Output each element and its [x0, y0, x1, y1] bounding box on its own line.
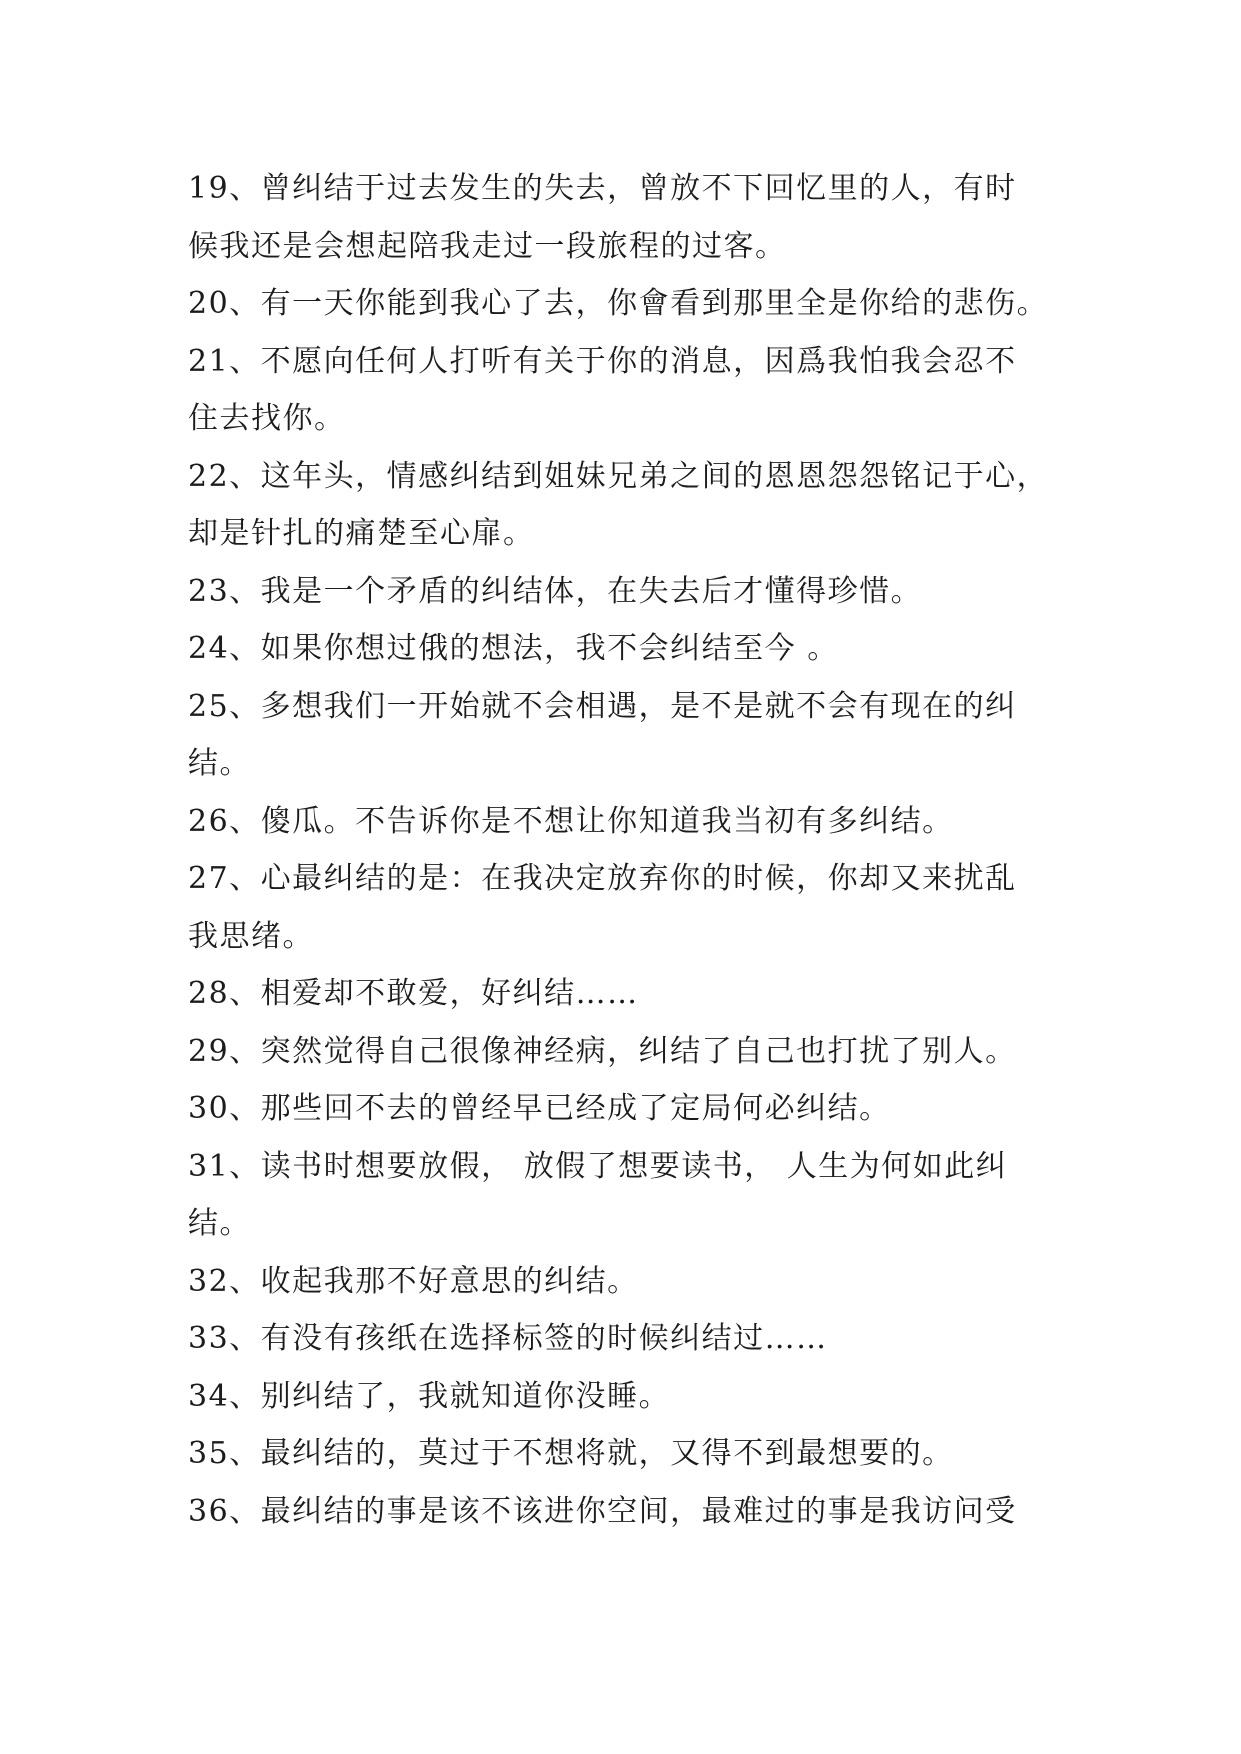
- text-line: 33、有没有孩纸在选择标签的时候纠结过……: [188, 1321, 828, 1356]
- text-line: 36、最纠结的事是该不该进你空间，最难过的事是我访问受: [188, 1493, 1017, 1529]
- text-line: 32、收起我那不好意思的纠结。: [188, 1263, 639, 1299]
- text-line: 住去找你。: [188, 401, 346, 436]
- list-item-25: [188, 678, 1068, 793]
- text-line: 27、心最纠结的是：在我决定放弃你的时候，你却又来扰乱: [188, 861, 1017, 896]
- list-item-28: [188, 965, 1068, 1023]
- text-line: 34、别纠结了，我就知道你没睡。: [188, 1378, 671, 1414]
- text-line: 20、有一天你能到我心了去，你會看到那里全是你给的悲伤。: [188, 286, 1049, 321]
- text-line: 22、这年头，情感纠结到姐妹兄弟之间的恩恩怨怨铭记于心，: [188, 458, 1049, 494]
- text-line: 28、相爱却不敢爱，好纠结……: [188, 976, 639, 1011]
- list-item-21: [188, 333, 1068, 448]
- text-line: 25、多想我们一开始就不会相遇，是不是就不会有现在的纠: [188, 688, 1017, 724]
- text-line: 结。: [188, 1206, 251, 1241]
- list-item-33: [188, 1310, 1068, 1368]
- document-body: [188, 160, 1068, 1540]
- list-item-31: [188, 1138, 1068, 1253]
- list-item-34: [188, 1368, 1068, 1426]
- list-item-29: [188, 1023, 1068, 1081]
- text-line: 29、突然觉得自己很像神经病，纠结了自己也打扰了别人。: [188, 1033, 1017, 1069]
- text-line: 30、那些回不去的曾经早已经成了定局何必纠结。: [188, 1091, 891, 1126]
- text-line: 我思绪。: [188, 918, 314, 954]
- list-item-30: [188, 1080, 1068, 1138]
- list-item-36: [188, 1483, 1068, 1541]
- list-item-32: [188, 1253, 1068, 1311]
- text-line: 26、傻瓜。不告诉你是不想让你知道我当初有多纠结。: [188, 803, 954, 839]
- list-item-22: [188, 448, 1068, 563]
- text-line: 31、读书时想要放假， 放假了想要读书， 人生为何如此纠: [188, 1148, 1008, 1184]
- text-line: 21、不愿向任何人打听有关于你的消息，因爲我怕我会忍不: [188, 343, 1017, 379]
- text-line: 24、如果你想过俄的想法，我不会纠结至今 。: [188, 631, 839, 666]
- list-item-24: [188, 620, 1068, 678]
- text-line: 却是针扎的痛楚至心扉。: [188, 516, 535, 551]
- text-line: 结。: [188, 746, 251, 781]
- list-item-19: [188, 160, 1068, 275]
- text-line: 35、最纠结的，莫过于不想将就，又得不到最想要的。: [188, 1436, 954, 1471]
- list-item-26: [188, 793, 1068, 851]
- text-line: 19、曾纠结于过去发生的失去，曾放不下回忆里的人，有时: [188, 171, 1017, 206]
- list-item-20: [188, 275, 1068, 333]
- text-line: 23、我是一个矛盾的纠结体，在失去后才懂得珍惜。: [188, 573, 923, 609]
- list-item-23: [188, 563, 1068, 621]
- list-item-27: [188, 850, 1068, 965]
- list-item-35: [188, 1425, 1068, 1483]
- text-line: 候我还是会想起陪我走过一段旅程的过客。: [188, 228, 787, 264]
